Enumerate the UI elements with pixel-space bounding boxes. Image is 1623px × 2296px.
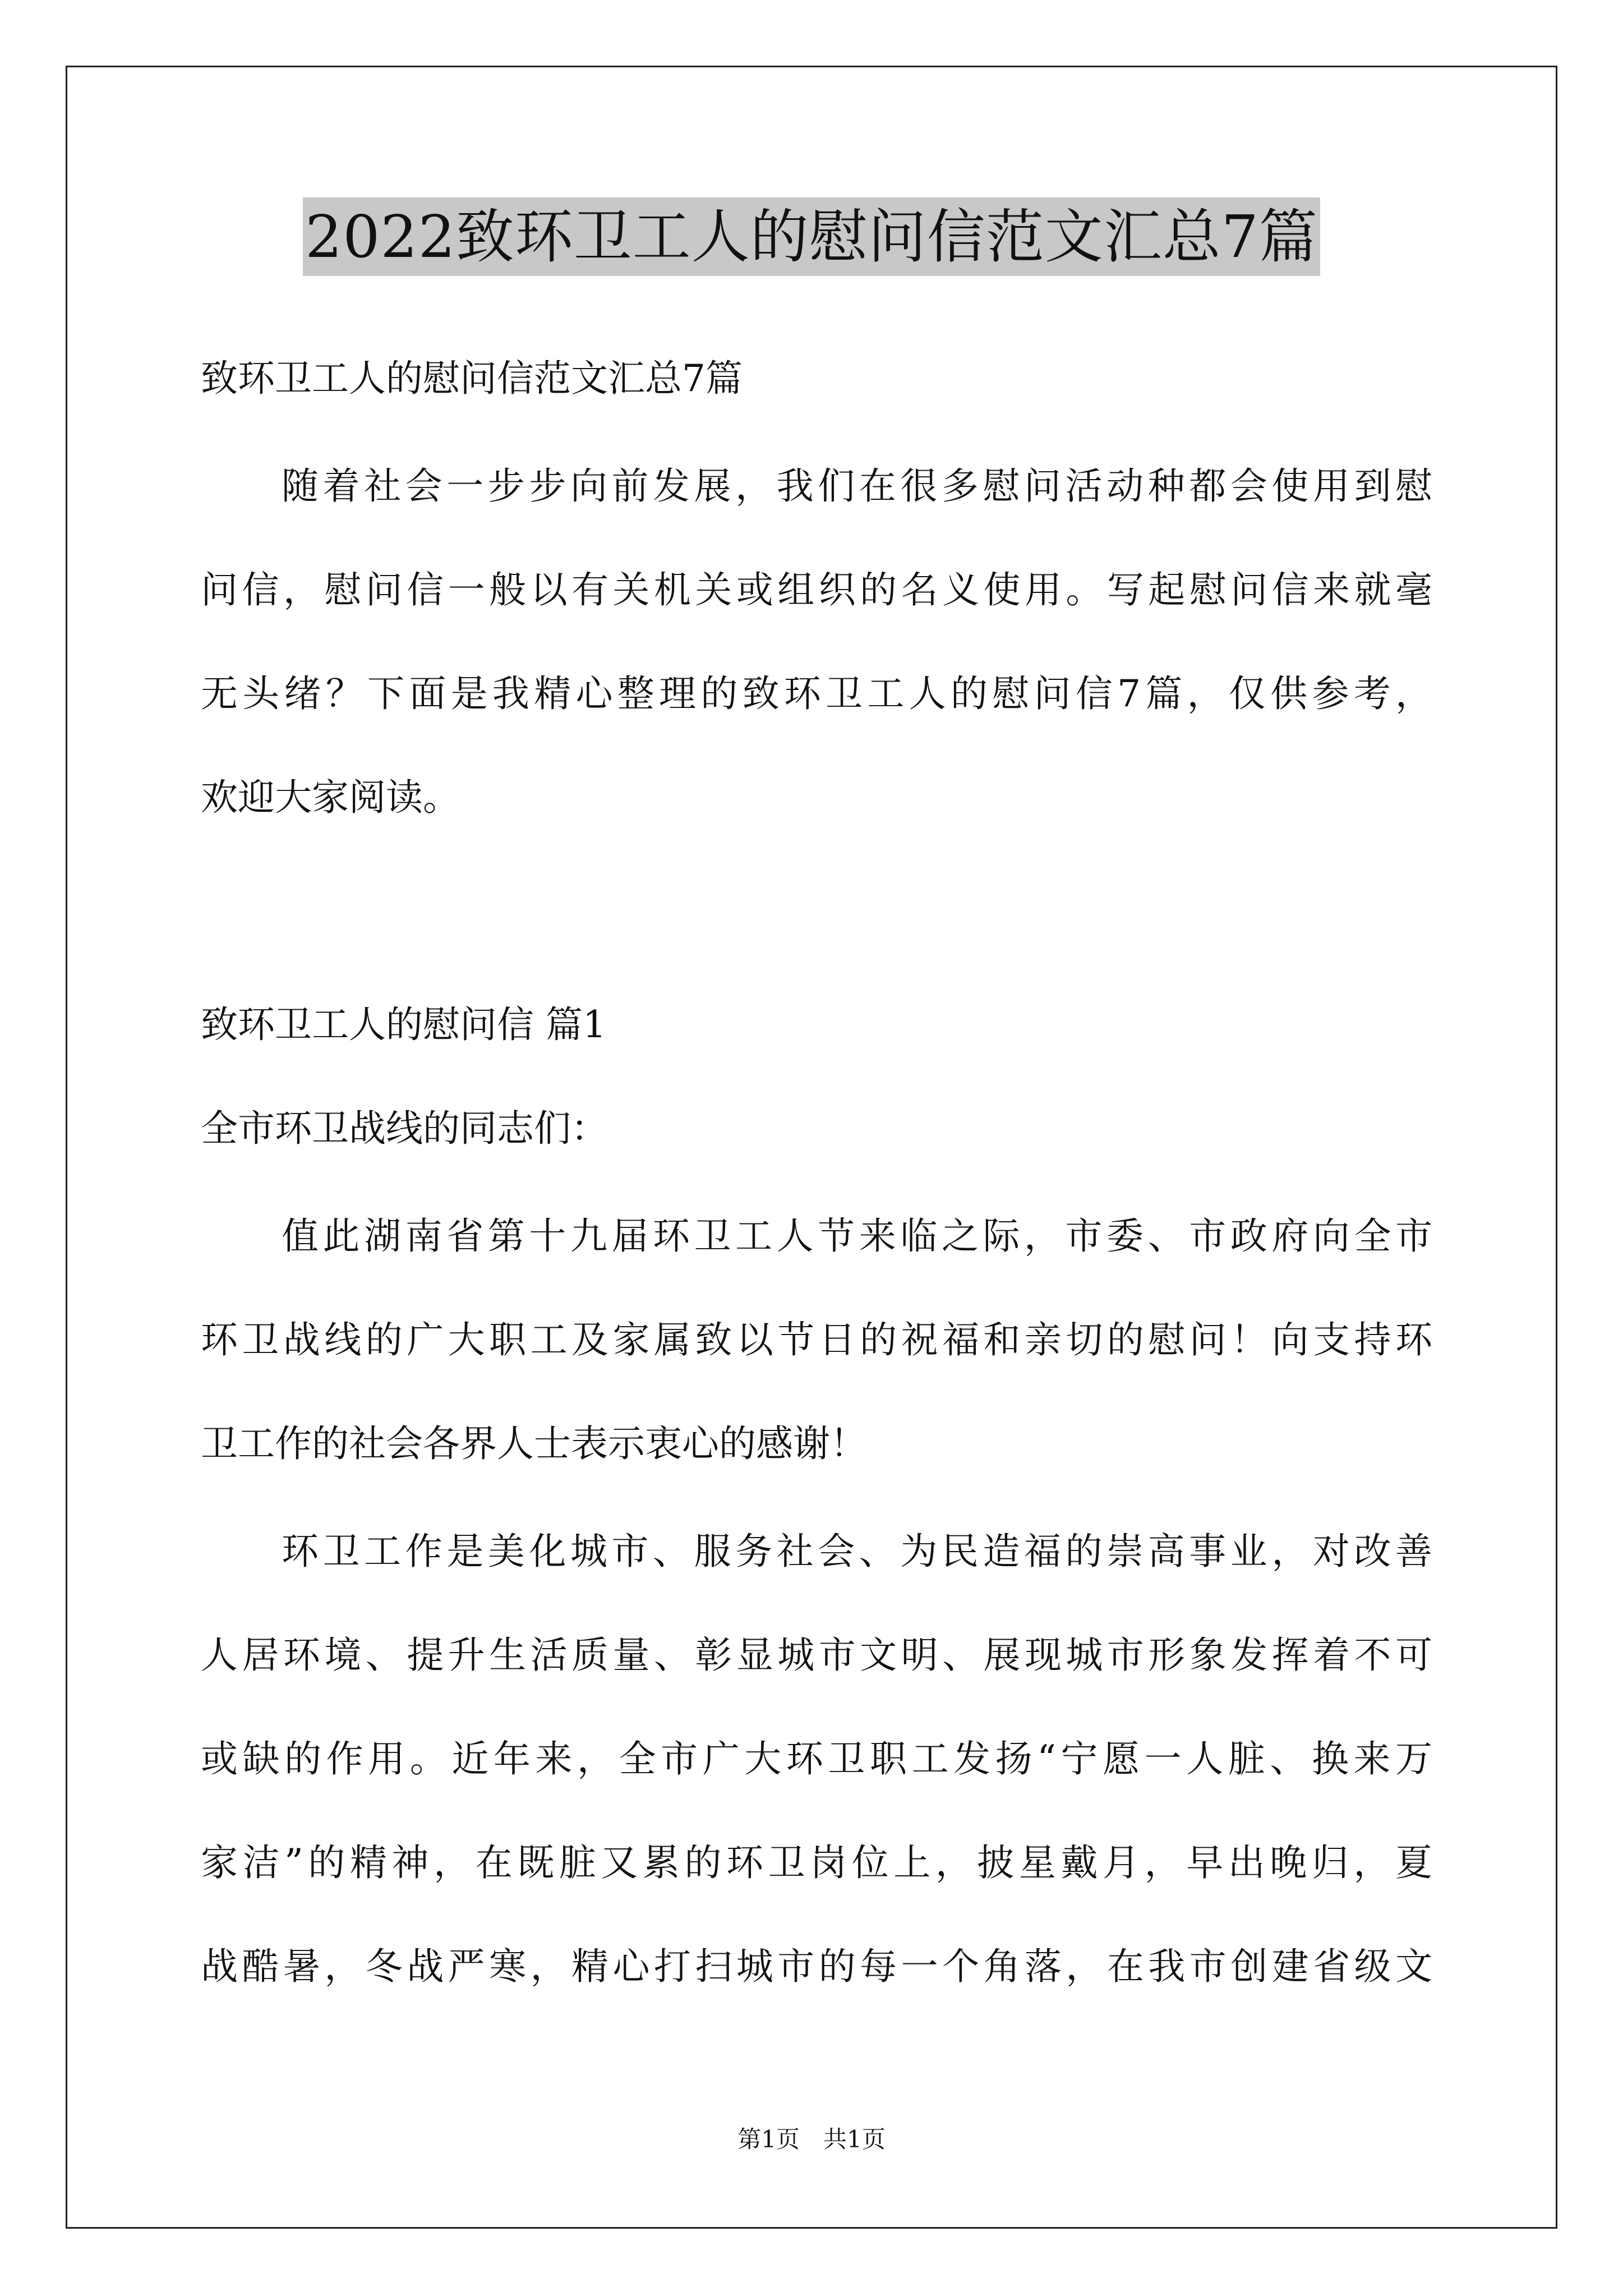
intro-line-4: 欢迎大家阅读。: [201, 776, 460, 819]
intro-line-3: 无头绪？下面是我精心整理的致环卫工人的慰问信7篇，仅供参考，: [201, 672, 1432, 715]
para2-line-1: 环卫工作是美化城市、服务社会、为民造福的崇高事业，对改善: [282, 1530, 1432, 1573]
intro-line-1: 随着社会一步步向前发展，我们在很多慰问活动种都会使用到慰: [282, 464, 1432, 508]
para2-line-4: 家洁”的精神，在既脏又累的环卫岗位上，披星戴月，早出晚归，夏: [201, 1841, 1432, 1884]
para2-line-3: 或缺的作用。近年来，全市广大环卫职工发扬“宁愿一人脏、换来万: [201, 1737, 1432, 1780]
para1-line-1: 值此湖南省第十九届环卫工人节来临之际，市委、市政府向全市: [282, 1214, 1432, 1258]
para2-line-2: 人居环境、提升生活质量、彰显城市文明、展现城市形象发挥着不可: [201, 1634, 1432, 1677]
intro-line-2: 问信，慰问信一般以有关机关或组织的名义使用。写起慰问信来就毫: [201, 568, 1432, 611]
salutation: 全市环卫战线的同志们：: [201, 1107, 608, 1150]
title-container: [0, 197, 1623, 276]
section-heading: 致环卫工人的慰问信 篇1: [201, 1003, 606, 1046]
document-title: 2022致环卫工人的慰问信范文汇总7篇: [303, 197, 1320, 276]
para1-line-2: 环卫战线的广大职工及家属致以节日的祝福和亲切的慰问！向支持环: [201, 1318, 1432, 1361]
document-subtitle: 致环卫工人的慰问信范文汇总7篇: [201, 357, 743, 400]
para1-line-3: 卫工作的社会各界人士表示衷心的感谢！: [201, 1422, 867, 1465]
page-footer: 第1页 共1页: [737, 2125, 886, 2153]
para2-line-5: 战酷暑，冬战严寒，精心打扫城市的每一个角落，在我市创建省级文: [201, 1945, 1432, 1988]
